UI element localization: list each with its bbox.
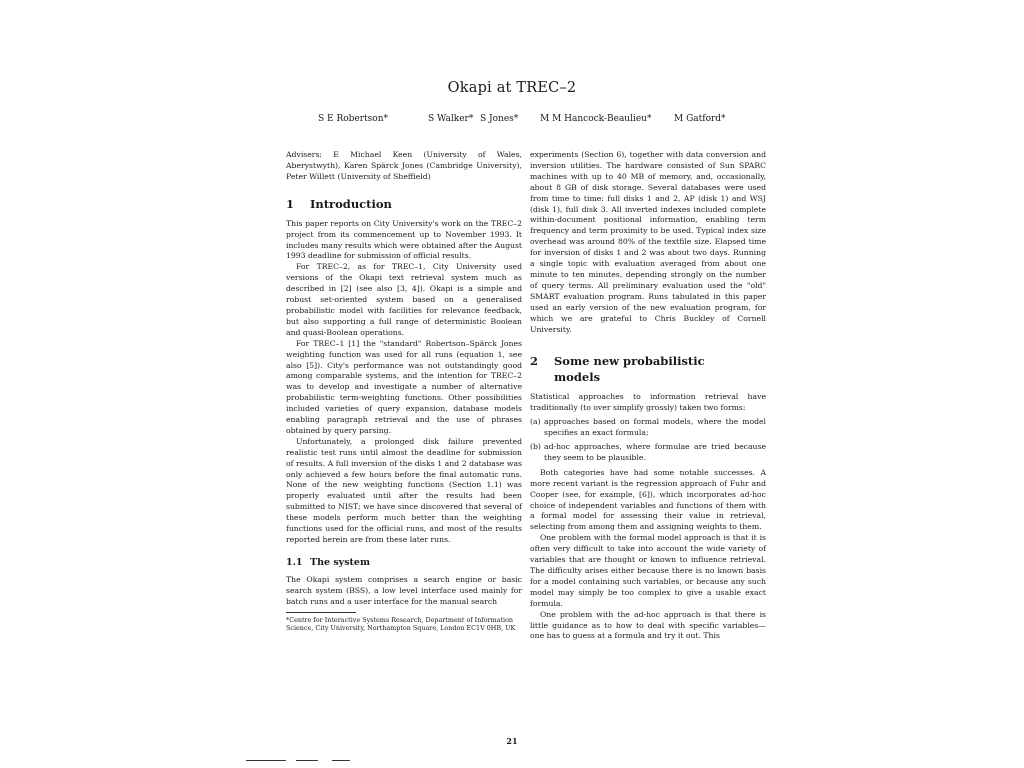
section-heading: [530, 353, 766, 385]
subsection-number: 1.1: [286, 556, 303, 568]
list-label: (b): [530, 442, 541, 452]
body-paragraph: Both categories have had some notable successes. A more recent variant is the regression approach of Fuhr and Cooper (see, for example, [6]), which incorporates ad-hoc choice of independent variables and functions of them with a formal model for assessing their value in retrieval, selecting from among them and assigning weights to them.: [530, 467, 766, 532]
author-name: M M Hancock-Beaulieu*: [540, 114, 652, 124]
right-column: [530, 150, 766, 642]
footnote: [286, 616, 522, 633]
body-paragraph: Unfortunately, a prolonged disk failure prevented realistic test runs until almost the deadline for submission of results. A full inversion of the disks 1 and 2 database was only achieved a few hours before the final automatic runs. None of the new weighting functions (Section 1.1) was properly evaluated until after the results had been submitted to NIST; we have since discovered that several of these models perform much better than the weighting functions used for the official runs, and most of the results reported herein are from these later runs.: [286, 436, 522, 544]
footnote-rule: [286, 612, 356, 613]
scan-artifact-line: [246, 760, 286, 761]
body-paragraph: Statistical approaches to information retrieval have traditionally (to over simplify grossly) taken two forms:: [530, 392, 766, 413]
list-label: (a): [530, 417, 541, 427]
author-list: [310, 114, 780, 128]
section-heading: [286, 196, 522, 212]
list-item: [530, 442, 766, 464]
section-title: [554, 353, 705, 385]
body-paragraph: The Okapi system comprises a search engine or basic search system (BSS), a low level interface used mainly for batch runs and a user interface for the manual search: [286, 574, 522, 606]
body-paragraph: One problem with the ad-hoc approach is that there is little guidance as to how to deal with specific variables—one has to guess at a formula and try it out. This: [530, 609, 766, 641]
author-name: M Gatford*: [674, 114, 726, 124]
section-title-line: Some new probabilistic: [554, 354, 705, 369]
section-title: Introduction: [310, 196, 392, 211]
scan-artifact-line: [332, 760, 350, 761]
list-item: [530, 417, 766, 439]
list-text: approaches based on formal models, where the model specifies an exact formula;: [544, 417, 766, 438]
page-number: 21: [506, 736, 518, 746]
scan-artifact-line: [296, 760, 318, 761]
list-text: ad-hoc approaches, where formulae are tried because they seem to be plausible.: [544, 442, 766, 462]
section-number: 1: [286, 196, 295, 211]
body-paragraph: This paper reports on City University's work on the TREC–2 project from its commencement up to November 1993. It includes many results which were obtained after the August 1993 deadline for submission of official results.: [286, 218, 522, 261]
paper-title: Okapi at TREC–2: [447, 80, 577, 96]
subsection-heading: [286, 557, 522, 569]
subsection-title: The system: [310, 556, 371, 568]
body-paragraph: One problem with the formal model approach is that it is often very difficult to take into account the wide variety of variables that are thought or known to influence retrieval. The difficulty arises either because there is no known basis for a model containing such variables, or because any such model may simply be too complex to give a usable exact formula.: [530, 533, 766, 608]
advisers-note: Advisers: E Michael Keen (University of Wales, Aberystwyth), Karen Spärck Jones (Cambridge University), Peter Willett (University of Sheffield): [286, 150, 522, 181]
body-paragraph: experiments (Section 6), together with data conversion and inversion utilities. The hardware consisted of Sun SPARC machines with up to 40 MB of memory, and, occasionally, about 8 GB of disk storage. Several databases were used from time to time: full disks 1 and 2, AP (disk 1) and WSJ (disk 1), full disk 3. All inverted indexes included complete within-document positional information, enabling term frequency and term proximity to be used. Typical index size overhead was around 80% of the textfile size. Elapsed time for inversion of disks 1 and 2 was about two days. Running a single topic with evaluation averaged from about one minute to ten minutes, depending strongly on the number of query terms. All preliminary evaluation used the "old" SMART evaluation program. Runs tabulated in this paper used an early version of the new evaluation program, for which we are grateful to Chris Buckley of Cornell University.: [530, 150, 766, 334]
left-column: [286, 150, 522, 633]
body-paragraph: For TREC–2, as for TREC–1, City University used versions of the Okapi text retrieval system much as described in [2] (see also [3, 4]). Okapi is a simple and robust set-oriented system based on a generalised probabilistic model with facilities for relevance feedback, but also supporting a full range of deterministic Boolean and quasi-Boolean operations.: [286, 262, 522, 337]
section-title-line: models: [554, 370, 601, 385]
author-name: S E Robertson*: [318, 114, 388, 124]
footnote-text: *Centre for Interactive Systems Research, Department of Information Science, City University, Northampton Square, London EC1V 0HB, UK: [286, 615, 516, 633]
author-name: S Walker*: [428, 114, 474, 124]
author-name: S Jones*: [480, 114, 519, 124]
body-paragraph: For TREC–1 [1] the "standard" Robertson–Spärck Jones weighting function was used for all runs (equation 1, see also [5]). City's performance was not outstandingly good among comparable systems, and the intention for TREC–2 was to develop and investigate a number of alternative probabilistic term-weighting functions. Other possibilities included varieties of query expansion, database models enabling paragraph retrieval and the use of phrases obtained by query parsing.: [286, 338, 522, 435]
section-number: 2: [530, 354, 539, 369]
